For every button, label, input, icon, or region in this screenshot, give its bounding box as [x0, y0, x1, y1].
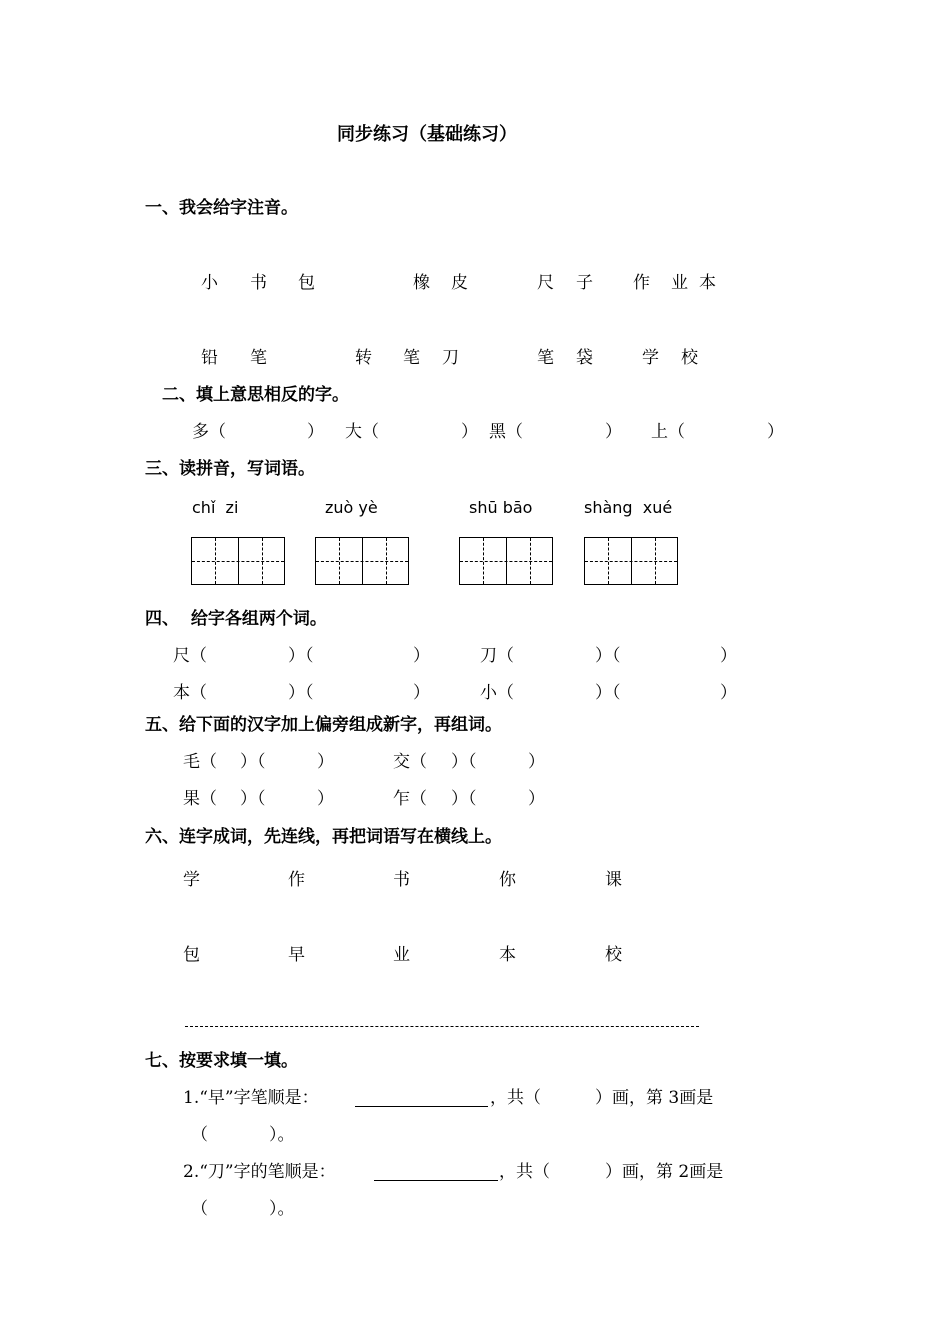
writing-grid[interactable]: [459, 537, 553, 585]
fill-item: ）（: [288, 646, 314, 666]
char[interactable]: 本: [499, 945, 516, 965]
fill-item: 上（: [651, 422, 685, 442]
char[interactable]: 早: [288, 945, 305, 965]
char: 笔: [250, 348, 267, 368]
fill-item: 大（: [345, 422, 379, 442]
fill-item: ）: [413, 646, 430, 666]
section-6-heading: 六、连字成词，先连线，再把词语写在横线上。: [145, 827, 502, 847]
char[interactable]: 校: [605, 945, 622, 965]
char: 铅: [201, 348, 218, 368]
question-text: 2.“刀”字的笔顺是：: [183, 1162, 336, 1182]
grid-guide: [460, 561, 552, 562]
char[interactable]: 课: [605, 870, 622, 890]
pinyin-label: shàng xué: [584, 498, 673, 517]
fill-item: ）: [720, 683, 737, 703]
pinyin-label: zuò yè: [325, 498, 378, 517]
writing-grid[interactable]: [191, 537, 285, 585]
fill-item: 黑（: [489, 422, 523, 442]
fill-item: ）（: [288, 683, 314, 703]
fill-item: 毛（: [183, 752, 217, 772]
fill-item: 交（: [393, 752, 427, 772]
question-text: ，共（: [499, 1162, 550, 1182]
char[interactable]: 作: [288, 870, 305, 890]
char[interactable]: 业: [393, 945, 410, 965]
question-text: 1.“早”字笔顺是：: [183, 1088, 319, 1108]
fill-item: ）: [317, 789, 334, 809]
fill-item: ）（: [451, 789, 477, 809]
fill-item: ）（: [595, 683, 621, 703]
fill-item: 乍（: [393, 789, 427, 809]
fill-item: ）: [528, 789, 545, 809]
section-5-heading: 五、给下面的汉字加上偏旁组成新字，再组词。: [145, 715, 502, 735]
fill-item: ）（: [595, 646, 621, 666]
char: 刀: [442, 348, 459, 368]
char: 业: [671, 273, 688, 293]
char[interactable]: 包: [183, 945, 200, 965]
fill-item: 多（: [192, 422, 226, 442]
char: 尺: [537, 273, 554, 293]
char: 学: [642, 348, 659, 368]
answer-line[interactable]: [185, 1026, 699, 1027]
char: 袋: [576, 348, 593, 368]
fill-item: ）: [528, 752, 545, 772]
question-text: ）。: [269, 1125, 295, 1145]
char: 作: [633, 273, 650, 293]
fill-item: 本（: [173, 683, 207, 703]
pinyin-label: shū bāo: [469, 498, 533, 517]
section-3-heading: 三、读拼音，写词语。: [145, 459, 315, 479]
fill-item: ）: [767, 422, 784, 442]
char: 橡: [413, 273, 430, 293]
fill-item: ）: [413, 683, 430, 703]
fill-item: ）（: [451, 752, 477, 772]
fill-item: ）: [605, 422, 622, 442]
char[interactable]: 你: [499, 870, 516, 890]
grid-guide: [192, 561, 284, 562]
writing-grid[interactable]: [315, 537, 409, 585]
grid-guide: [316, 561, 408, 562]
section-4-heading: 四、 给字各组两个词。: [145, 609, 327, 629]
char: 小: [201, 273, 218, 293]
fill-item: 果（: [183, 789, 217, 809]
fill-item: ）: [720, 646, 737, 666]
char: 转: [355, 348, 372, 368]
question-text: （: [191, 1199, 208, 1219]
fill-item: 小（: [480, 683, 514, 703]
char: 包: [298, 273, 315, 293]
writing-grid[interactable]: [584, 537, 678, 585]
char: 笔: [403, 348, 420, 368]
char: 本: [699, 273, 716, 293]
answer-blank[interactable]: [355, 1106, 488, 1107]
fill-item: ）（: [240, 789, 266, 809]
question-text: ）画，第 3画是: [595, 1088, 714, 1108]
page-title: 同步练习（基础练习）: [337, 124, 517, 145]
char: 校: [681, 348, 698, 368]
char: 皮: [451, 273, 468, 293]
grid-guide: [585, 561, 677, 562]
fill-item: ）: [461, 422, 478, 442]
question-text: ）。: [269, 1199, 295, 1219]
section-1-heading: 一、我会给字注音。: [145, 198, 298, 218]
answer-blank[interactable]: [374, 1180, 498, 1181]
question-text: （: [191, 1125, 208, 1145]
char: 子: [576, 273, 593, 293]
fill-item: ）: [317, 752, 334, 772]
fill-item: 刀（: [480, 646, 514, 666]
char[interactable]: 书: [393, 870, 410, 890]
fill-item: ）（: [240, 752, 266, 772]
pinyin-label: chǐ zi: [192, 498, 239, 517]
fill-item: ）: [307, 422, 324, 442]
char: 书: [250, 273, 267, 293]
fill-item: 尺（: [173, 646, 207, 666]
char[interactable]: 学: [183, 870, 200, 890]
char: 笔: [537, 348, 554, 368]
section-7-heading: 七、按要求填一填。: [145, 1051, 298, 1071]
question-text: ）画，第 2画是: [605, 1162, 724, 1182]
question-text: ，共（: [490, 1088, 541, 1108]
section-2-heading: 二、填上意思相反的字。: [162, 385, 349, 405]
